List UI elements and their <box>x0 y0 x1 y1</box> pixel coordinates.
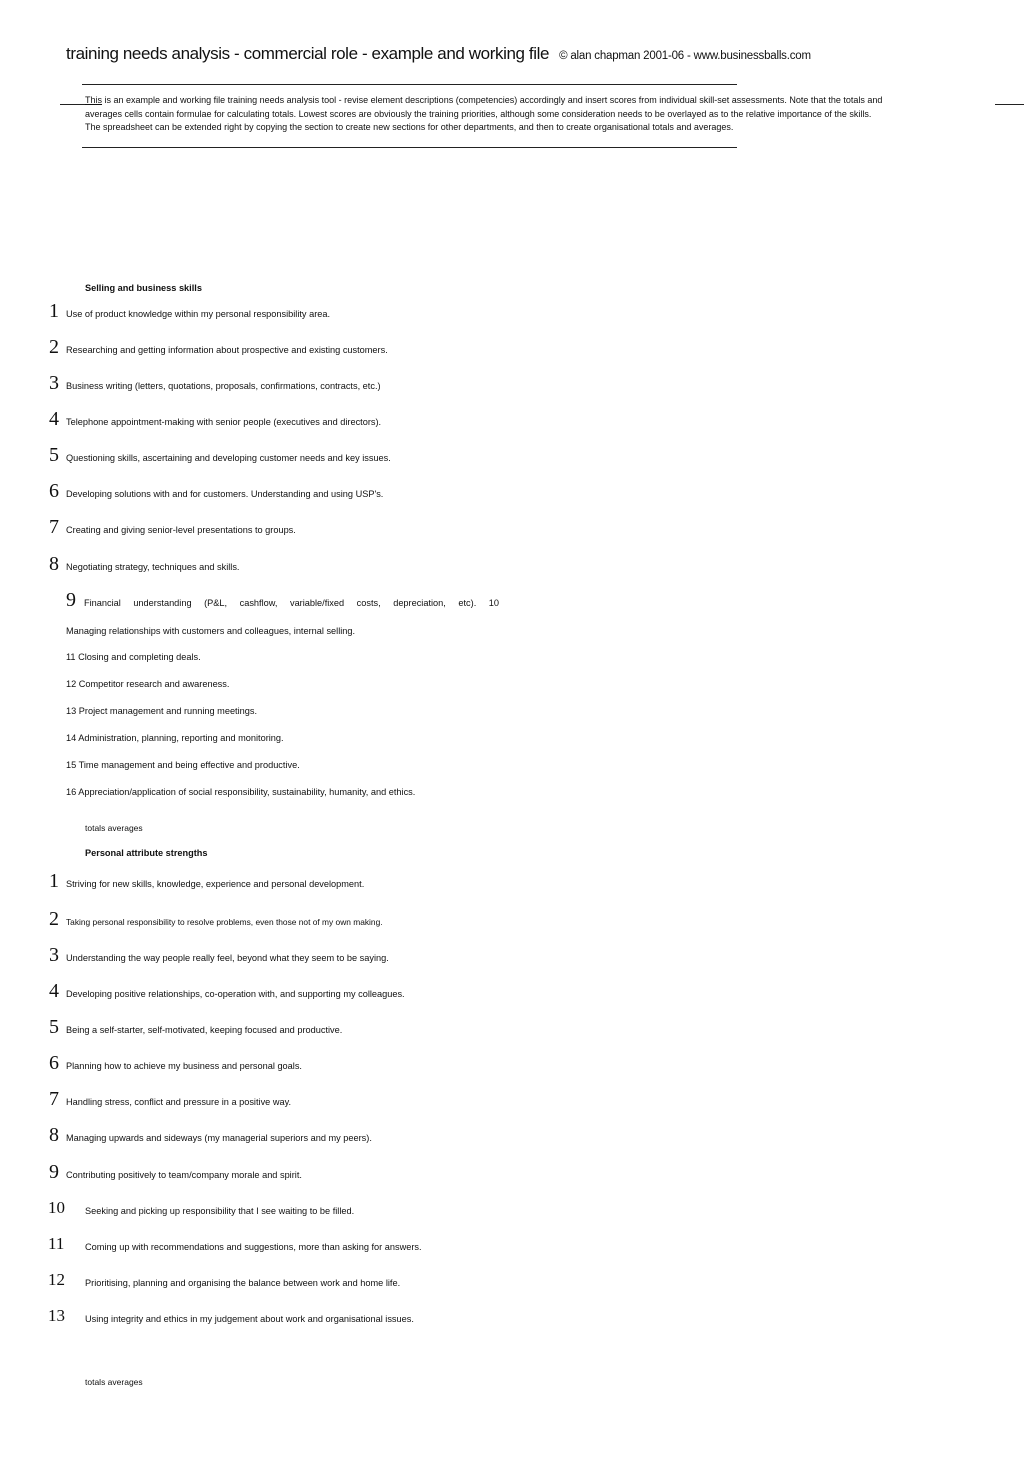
item-number: 7 <box>49 1088 59 1110</box>
item-text: Managing relationships with customers and colleagues, internal selling. <box>66 626 356 636</box>
item-number: 1 <box>49 300 59 322</box>
item-number: 8 <box>49 1124 59 1146</box>
item-number: 13 <box>48 1306 65 1325</box>
item-text: Coming up with recommendations and suggestions, more than asking for answers. <box>85 1242 422 1252</box>
item-number: 8 <box>49 553 59 575</box>
left-underline <box>60 104 86 105</box>
list-item: 15 Time management and being effective and productive. <box>66 760 300 770</box>
item-text: Understanding the way people really feel, beyond what they seem to be saying. <box>66 953 389 963</box>
intro-paragraph <box>85 94 1015 135</box>
item-number: 1 <box>49 870 59 892</box>
item-number: 5 <box>49 444 59 466</box>
intro-line-3: The spreadsheet can be extended right by copying the section to create new sections for other departments, and then to create organisational totals and averages. <box>85 122 734 132</box>
item-text: Business writing (letters, quotations, proposals, confirmations, contracts, etc.) <box>66 381 381 391</box>
item-number: 6 <box>49 1052 59 1074</box>
item-text: Handling stress, conflict and pressure in a positive way. <box>66 1097 292 1107</box>
item-text: Seeking and picking up responsibility that I see waiting to be filled. <box>85 1206 355 1216</box>
section2-totals-label: totals averages <box>85 1377 143 1387</box>
top-divider <box>82 84 737 85</box>
section-heading-selling: Selling and business skills <box>85 283 202 293</box>
item-text: Use of product knowledge within my personal responsibility area. <box>66 309 331 319</box>
item-number: 2 <box>49 908 59 930</box>
item-number: 4 <box>49 408 59 430</box>
item-text: Managing upwards and sideways (my managerial superiors and my peers). <box>66 1133 372 1143</box>
item-number: 7 <box>49 516 59 538</box>
intro-line-1-rest: is an example and working file training needs analysis tool - revise element descriptions (competencies) accordingly and insert scores from individual skill-set assessments. Note that the totals and <box>102 95 883 105</box>
section1-totals-label: totals averages <box>85 823 143 833</box>
copyright-text: © alan chapman 2001-06 - www.businessballs.com <box>559 50 811 62</box>
section-heading-personal: Personal attribute strengths <box>85 848 208 858</box>
page-title <box>66 44 811 64</box>
item-number: 9 <box>66 589 76 611</box>
item-number: 2 <box>49 336 59 358</box>
item-text: Developing positive relationships, co-operation with, and supporting my colleagues. <box>66 989 405 999</box>
item-text: Contributing positively to team/company morale and spirit. <box>66 1170 302 1180</box>
item-text: Developing solutions with and for customers. Understanding and using USP's. <box>66 489 384 499</box>
intro-line-2: averages cells contain formulae for calculating totals. Lowest scores are obviously the training priorities, although some consideration needs to be overlayed as to the relative importance of the skills. <box>85 108 872 119</box>
item-number: 5 <box>49 1016 59 1038</box>
list-item: 13 Project management and running meetings. <box>66 706 258 716</box>
item-text: Telephone appointment-making with senior people (executives and directors). <box>66 417 382 427</box>
list-item: 12 Competitor research and awareness. <box>66 679 230 689</box>
item-number: 6 <box>49 480 59 502</box>
list-item: 14 Administration, planning, reporting and monitoring. <box>66 733 284 743</box>
item-number: 12 <box>48 1270 65 1289</box>
item-text: Financial understanding (P&L, cashflow, variable/fixed costs, depreciation, etc). 10 <box>84 598 500 608</box>
item-number: 3 <box>49 944 59 966</box>
item-number: 9 <box>49 1161 59 1183</box>
item-text: Being a self-starter, self-motivated, keeping focused and productive. <box>66 1025 343 1035</box>
item-number: 4 <box>49 980 59 1002</box>
item-text: Negotiating strategy, techniques and skills. <box>66 562 240 572</box>
item-number: 11 <box>48 1234 65 1253</box>
item-text: Taking personal responsibility to resolve problems, even those not of my own making. <box>66 917 383 927</box>
item-text: Creating and giving senior-level presentations to groups. <box>66 525 296 535</box>
list-item: 11 Closing and completing deals. <box>66 652 201 662</box>
item-text: Prioritising, planning and organising the balance between work and home life. <box>85 1278 401 1288</box>
intro-line-1 <box>85 94 1015 108</box>
title-text: training needs analysis - commercial role - example and working file <box>66 44 550 63</box>
list-item: 16 Appreciation/application of social responsibility, sustainability, humanity, and ethics. <box>66 787 416 797</box>
item-text: Questioning skills, ascertaining and developing customer needs and key issues. <box>66 453 391 463</box>
intro-bottom-divider <box>82 147 737 148</box>
item-text: Using integrity and ethics in my judgement about work and organisational issues. <box>85 1314 414 1324</box>
item-text: Researching and getting information about prospective and existing customers. <box>66 345 388 355</box>
item-text: Striving for new skills, knowledge, experience and personal development. <box>66 879 365 889</box>
item-text: Planning how to achieve my business and personal goals. <box>66 1061 302 1071</box>
item-number: 3 <box>49 372 59 394</box>
intro-first-word: This <box>85 95 103 105</box>
item-number: 10 <box>48 1198 65 1217</box>
